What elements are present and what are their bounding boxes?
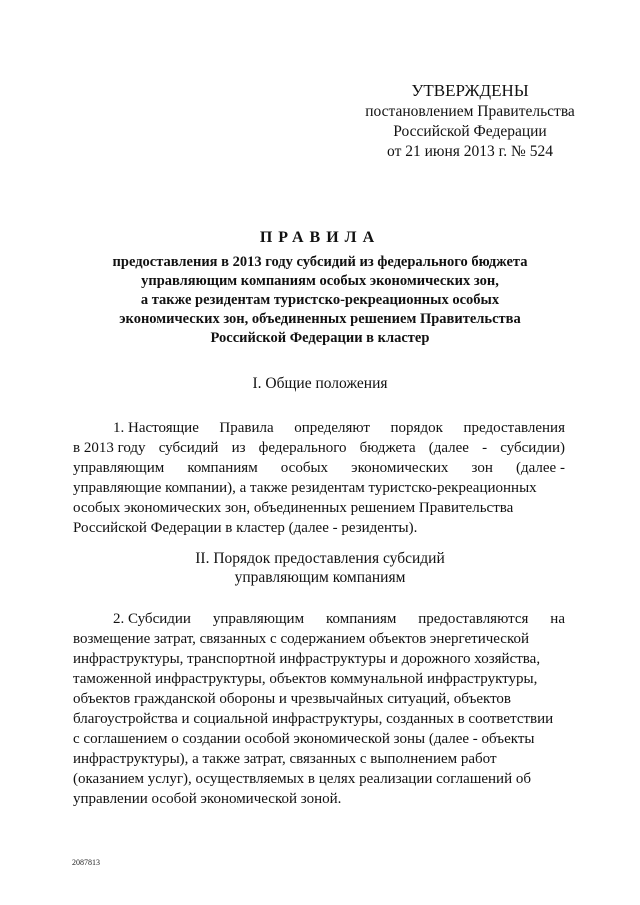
paragraph-line: объектов гражданской обороны и чрезвычайных ситуаций, объектов xyxy=(73,691,512,707)
paragraph-line: таможенной инфраструктуры, объектов коммунальной инфраструктуры, xyxy=(73,671,538,687)
paragraph-line xyxy=(73,418,565,438)
document-subtitle xyxy=(90,253,550,348)
approval-line-1: постановлением Правительства xyxy=(365,103,575,120)
word: 2. Субсидии xyxy=(113,611,191,627)
word: управляющим xyxy=(73,460,165,476)
paragraph-line xyxy=(73,609,565,629)
document-code: 2087813 xyxy=(72,858,100,867)
word: из xyxy=(231,440,246,456)
paragraph-line: особых экономических зон, объединенных решением Правительства xyxy=(73,500,514,516)
word: в 2013 году xyxy=(73,440,146,456)
word: субсидий xyxy=(158,440,219,456)
word: предоставляются xyxy=(418,611,529,627)
subtitle-line: Российской Федерации в кластер xyxy=(210,330,430,346)
word: на xyxy=(550,611,565,627)
approval-line-2: Российской Федерации xyxy=(393,123,547,140)
section-2-heading xyxy=(0,549,640,587)
word: (далее xyxy=(428,440,469,456)
document-title: ПРАВИЛА xyxy=(259,229,381,246)
approval-stamp: УТВЕРЖДЕНЫ xyxy=(411,81,529,100)
word: - xyxy=(482,440,488,456)
section-1-heading: I. Общие положения xyxy=(252,375,388,392)
word: порядок xyxy=(390,420,443,436)
word: 1. Настоящие xyxy=(113,420,199,436)
word: определяют xyxy=(294,420,370,436)
word: Правила xyxy=(219,420,274,436)
word: управляющим xyxy=(212,611,305,627)
word: (далее - xyxy=(515,460,565,476)
section-2-heading-line-2: управляющим компаниям xyxy=(234,569,406,586)
word: предоставления xyxy=(463,420,565,436)
word: экономических xyxy=(351,460,449,476)
subtitle-line: управляющим компаниям особых экономических зон, xyxy=(141,273,499,289)
paragraph-line: управлении особой экономической зоной. xyxy=(73,791,342,807)
paragraph-2 xyxy=(73,609,565,809)
paragraph-line: управляющие компании), а также резидентам туристско-рекреационных xyxy=(73,480,537,496)
subtitle-line: предоставления в 2013 году субсидий из федерального бюджета xyxy=(112,254,528,270)
paragraph-line: (оказанием услуг), осуществляемых в целях реализации соглашений об xyxy=(73,771,531,787)
paragraph-line: благоустройства и социальной инфраструктуры, созданных в соответствии xyxy=(73,711,554,727)
paragraph-line: инфраструктуры, транспортной инфраструктуры и дорожного хозяйства, xyxy=(73,651,541,667)
paragraph-line: Российской Федерации в кластер (далее - резиденты). xyxy=(73,520,418,536)
subtitle-line: экономических зон, объединенных решением Правительства xyxy=(119,311,521,327)
approval-block xyxy=(345,80,595,162)
paragraph-line xyxy=(73,438,565,458)
paragraph-line: с соглашением о создании особой экономической зоны (далее - объекты xyxy=(73,731,535,747)
word: компаниям xyxy=(325,611,397,627)
paragraph-1 xyxy=(73,418,565,538)
word: субсидии) xyxy=(500,440,565,456)
word: компаниям xyxy=(187,460,258,476)
word: федерального xyxy=(258,440,347,456)
paragraph-line xyxy=(73,458,565,478)
word: особых xyxy=(280,460,329,476)
paragraph-line: возмещение затрат, связанных с содержанием объектов энергетической xyxy=(73,631,530,647)
approval-line-3: от 21 июня 2013 г. № 524 xyxy=(387,143,553,160)
word: зон xyxy=(471,460,493,476)
section-2-heading-line-1: II. Порядок предоставления субсидий xyxy=(195,550,445,567)
word: бюджета xyxy=(359,440,416,456)
paragraph-line: инфраструктуры), а также затрат, связанных с выполнением работ xyxy=(73,751,497,767)
subtitle-line: а также резидентам туристско-рекреационных особых xyxy=(140,292,500,308)
